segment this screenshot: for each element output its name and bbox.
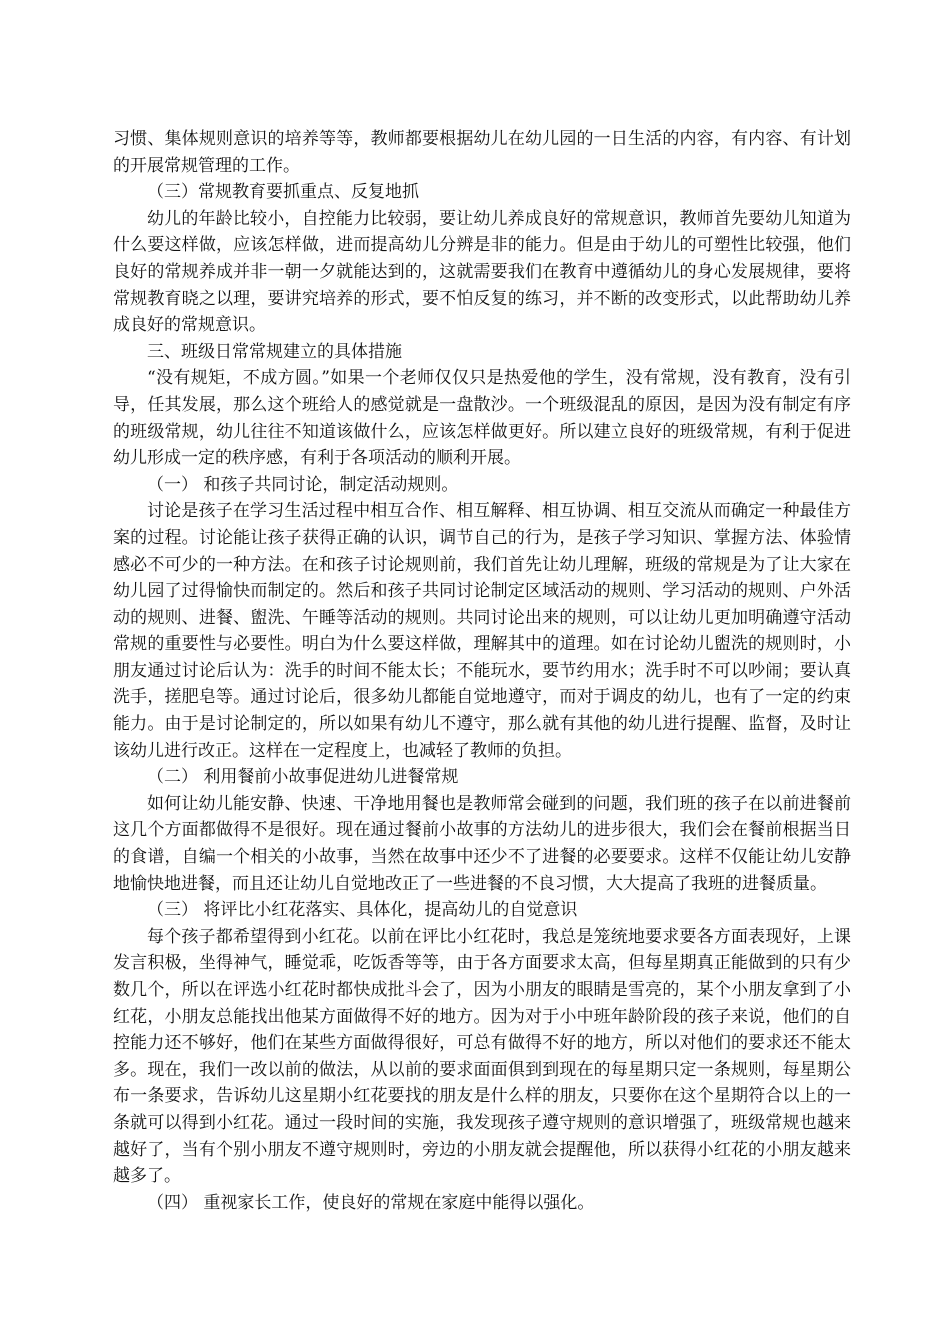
document-page	[113, 126, 851, 1216]
section-heading-measures: 三、班级日常常规建立的具体措施	[147, 341, 402, 362]
paragraph-mealtime-stories: 如何让幼儿能安静、快速、干净地用餐也是教师常会碰到的问题，我们班的孩子在以前进餐前这几个方面都做得不是很好。现在通过餐前小故事的方法幼儿的进步很大，我们会在餐前根据当日的食谱，自编一个相关的小故事，当然在故事中还少不了进餐的必要要求。这样不仅能让幼儿安静地愉快地进餐，而且还让幼儿自觉地改正了一些进餐的不良习惯，大大提高了我班的进餐质量。	[113, 793, 851, 894]
subsection-heading-parents: （四） 重视家长工作，使良好的常规在家庭中能得以强化。	[147, 1192, 595, 1213]
subsection-heading-mealtime-stories: （二） 利用餐前小故事促进幼儿进餐常规	[147, 767, 459, 788]
paragraph-red-flowers: 每个孩子都希望得到小红花。以前在评比小红花时，我总是笼统地要求要各方面表现好，上课发言积极，坐得神气，睡觉乖，吃饭香等等，由于各方面要求太高，但每星期真正能做到的只有少数几个，所以在评选小红花时都快成批斗会了，因为小朋友的眼睛是雪亮的，某个小朋友拿到了小红花，小朋友总能找出他某方面做得不好的地方。因为对于小中班年龄阶段的孩子来说，他们的自控能力还不够好，他们在某些方面做得很好，可总有做得不好的地方，所以对他们的要求还不能太多。现在，我们一改以前的做法，从以前的要求面面俱到到现在的每星期只定一条规则，每星期公布一条要求，告诉幼儿这星期小红花要找的朋友是什么样的朋友，只要你在这个星期符合以上的一条就可以得到小红花。通过一段时间的实施，我发现孩子遵守规则的意识增强了，班级常规也越来越好了，当有个别小朋友不遵守规则时，旁边的小朋友就会提醒他，所以获得小红花的小朋友越来越多了。	[113, 926, 851, 1187]
paragraph-discussion: 讨论是孩子在学习生活过程中相互合作、相互解释、相互协调、相互交流从而确定一种最佳方案的过程。讨论能让孩子获得正确的认识，调节自己的行为，是孩子学习知识、掌握方法、体验情感必不可少的一种方法。在和孩子讨论规则前，我们首先让幼儿理解，班级的常规是为了让大家在幼儿园了过得愉快而制定的。然后和孩子共同讨论制定区域活动的规则、学习活动的规则、户外活动的规则、进餐、盥洗、午睡等活动的规则。共同讨论出来的规则，可以让幼儿更加明确遵守活动常规的重要性与必要性。明白为什么要这样做，理解其中的道理。如在讨论幼儿盥洗的规则时，小朋友通过讨论后认为：洗手的时间不能太长；不能玩水，要节约用水；洗手时不可以吵闹；要认真洗手，搓肥皂等。通过讨论后，很多幼儿都能自觉地遵守，而对于调皮的幼儿，也有了一定的约束能力。由于是讨论制定的，所以如果有幼儿不遵守，那么就有其他的幼儿进行提醒、监督，及时让该幼儿进行改正。这样在一定程度上，也减轻了教师的负担。	[113, 501, 851, 761]
paragraph-routine-focus: 幼儿的年龄比较小，自控能力比较弱，要让幼儿养成良好的常规意识，教师首先要幼儿知道为什么要这样做，应该怎样做，进而提高幼儿分辨是非的能力。但是由于幼儿的可塑性比较强，他们良好的常规养成并非一朝一夕就能达到的，这就需要我们在教育中遵循幼儿的身心发展规律，要将常规教育晓之以理，要讲究培养的形式，要不怕反复的练习，并不断的改变形式，以此帮助幼儿养成良好的常规意识。	[113, 208, 851, 336]
subsection-heading-discussion: （一） 和孩子共同讨论，制定活动规则。	[147, 474, 459, 495]
paragraph-measures-intro: “没有规矩，不成方圆。”如果一个老师仅仅只是热爱他的学生，没有常规，没有教育，没有引导，任其发展，那么这个班给人的感觉就是一盘散沙。一个班级混乱的原因，是因为没有制定有序的班级常规，幼儿往往不知道该做什么，应该怎样做更好。所以建立良好的班级常规，有利于促进幼儿形成一定的秩序感，有利于各项活动的顺利开展。	[113, 368, 851, 469]
section-heading-routine-focus: （三）常规教育要抓重点、反复地抓	[147, 182, 419, 203]
paragraph-continued: 习惯、集体规则意识的培养等等，教师都要根据幼儿在幼儿园的一日生活的内容，有内容、有计划的开展常规管理的工作。	[113, 129, 851, 176]
subsection-heading-red-flowers: （三） 将评比小红花落实、具体化，提高幼儿的自觉意识	[147, 900, 578, 921]
